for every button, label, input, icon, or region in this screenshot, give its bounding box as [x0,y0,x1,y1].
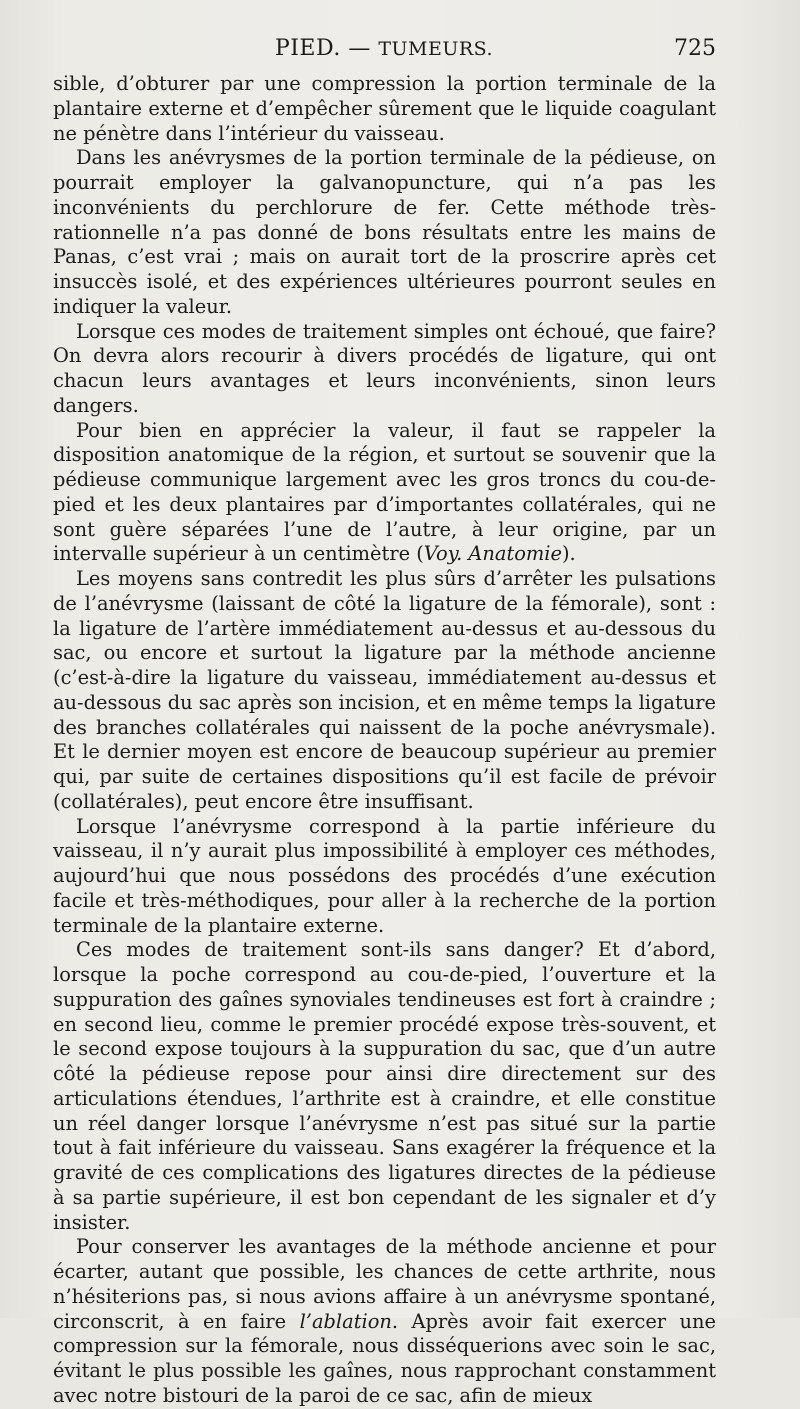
paragraph-6: Lorsque l’anévrysme correspond à la partie inférieure du vaisseau, il n’y aurait plus impossibilité à employer ces méthodes, aujourd’hui que nous possédons des procédés d’une exécution facile et très-méthodiques, pour aller à la recherche de la portion terminale de la plantaire externe. [53,814,716,937]
body-text [53,72,716,1409]
paragraph-4 [53,419,716,568]
running-title-sub: TUMEURS. [378,38,494,60]
paragraph-8-text: Pour conserver les avantages de la méthode ancienne et pour écarter, autant que possible, les chances de cette arthrite, nous n’hésiterions pas, si nous avions affaire à un anévrysme spontané, circonscrit, à en faire [53,1235,716,1333]
page-number: 725 [674,36,716,61]
paragraph-1: sible, d’obturer par une compression la portion terminale de la plantaire externe et d’empêcher sûrement que le liquide coagulant ne pénètre dans l’intérieur du vaisseau. [53,72,716,145]
paragraph-7: Ces modes de traitement sont-ils sans danger? Et d’abord, lorsque la poche correspond au cou-de-pied, l’ouverture et la suppuration des gaînes synoviales tendineuses est fort à craindre ; en second lieu, comme le premier procédé expose très-souvent, et le second expose toujours à la suppuration du sac, que d’un autre côté la pédieuse repose pour ainsi dire directement sur des articulations étendues, l’arthrite est à craindre, et elle constitue un réel danger lorsque l’anévrysme n’est pas situé sur la partie tout à fait inférieure du vaisseau. Sans exagérer la fréquence et la gravité de ces complications des ligatures directes de la pédieuse à sa partie supérieure, il est bon cependant de les signaler et d’y insister. [53,938,716,1234]
ablation-term: l’ablation [299,1309,392,1333]
paragraph-4-end: ). [561,542,576,566]
paragraph-5: Les moyens sans contredit les plus sûrs d’arrêter les pulsations de l’anévrysme (laissant de côté la ligature de la fémorale), sont : la ligature de l’artère immédiatement au-dessus et au-dessous du sac, ou encore et surtout la ligature par la méthode ancienne (c’est-à-dire la ligature du vaisseau, immédiatement au-dessus et au-dessous du sac après son incision, et en même temps la ligature des branches collatérales qui naissent de la poche anévrysmale). Et le dernier moyen est encore de beaucoup supérieur au premier qui, par suite de certaines dispositions qu’il est facile de prévoir (collatérales), peut encore être insuffisant. [53,567,716,813]
running-title [52,36,716,61]
paragraph-8 [53,1235,716,1408]
paragraph-8-end: . Après avoir fait exercer une compression sur la fémorale, nous disséquerions avec soin le sac, évitant le plus possible les gaînes, nous rapprochant constamment avec notre bistouri de la paroi de ce sac, afin de mieux [53,1309,716,1407]
paragraph-2: Dans les anévrysmes de la portion terminale de la pédieuse, on pourrait employer la galvanopuncture, qui n’a pas les inconvénients du perchlorure de fer. Cette méthode très-rationnelle n’a pas donné de bons résultats entre les mains de Panas, c’est vrai ; mais on aurait tort de la proscrire après cet insuccès isolé, et des expériences ultérieures pourront seules en indiquer la valeur. [53,146,716,318]
running-title-main: PIED. — [274,36,379,61]
paragraph-4-text: Pour bien en apprécier la valeur, il faut se rappeler la disposition anatomique de la région, et surtout se souvenir que la pédieuse communique largement avec les gros troncs du cou-de-pied et les deux plantaires par d’importantes collatérales, qui ne sont guère séparées l’une de l’autre, à leur origine, par un intervalle supérieur à un centimètre ( [53,418,716,566]
running-header [52,36,716,70]
anatomy-reference: Voy. Anatomie [423,542,562,566]
paragraph-3: Lorsque ces modes de traitement simples ont échoué, que faire? On devra alors recourir à divers procédés de ligature, qui ont chacun leurs avantages et leurs inconvénients, sinon leurs dangers. [53,319,716,417]
